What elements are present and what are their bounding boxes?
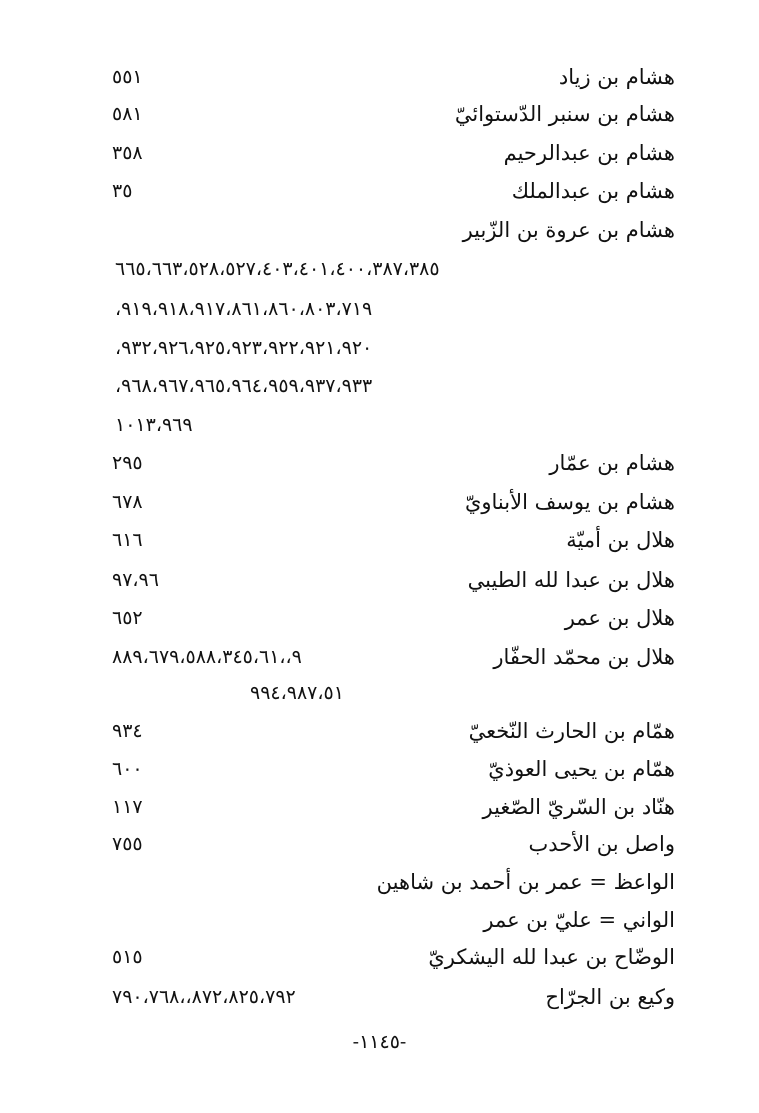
entry-name: هلال بن عمر xyxy=(564,606,675,630)
entry-pages: ٥٥١ xyxy=(112,66,143,88)
entry-pages-line: ٩٦٨،٩٦٧،٩٦٥،٩٦٤،٩٥٩،٩٣٧،٩٣٣، xyxy=(115,375,373,397)
entry-name: هشام بن عبدالملك xyxy=(511,179,675,203)
index-entry xyxy=(112,136,675,172)
entry-pages: ٦٧٨ xyxy=(112,491,143,513)
entry-name: هنّاد بن السّريّ الصّغير xyxy=(482,795,675,819)
index-entry xyxy=(112,827,675,863)
entry-pages-line: ١٠١٣،٩٦٩ xyxy=(115,414,193,436)
entry-name: همّام بن يحيى العوذيّ xyxy=(488,757,675,781)
index-entry xyxy=(112,940,675,976)
page-number: -١١٤٥- xyxy=(352,1031,407,1053)
entry-name: الوضّاح بن عبدا لله اليشكريّ xyxy=(428,945,675,969)
index-entry xyxy=(112,523,675,559)
entry-pages: ٣٥ xyxy=(112,180,133,202)
entry-pages: ٥١٥ xyxy=(112,946,143,968)
entry-name: هلال بن عبدا لله الطيبي xyxy=(467,568,675,592)
entry-pages-line: ٦٦٥،٦٦٣،٥٢٨،٥٢٧،٤٠٣،٤٠١،٤٠٠،٣٨٧،٣٨٥ xyxy=(115,258,440,280)
entry-pages: ٨٧٢،٨٢٥،٧٩٢،،٧٩٠،٧٦٨ xyxy=(112,986,296,1008)
entry-name: هشام بن عبدالرحيم xyxy=(503,141,675,165)
entry-pages: ٩٧،٩٦ xyxy=(112,569,159,591)
entry-pages-line: ٩٣٢،٩٢٦،٩٢٥،٩٢٣،٩٢٢،٩٢١،٩٢٠، xyxy=(115,337,373,359)
entry-pages: ٦٠٠ xyxy=(112,758,143,780)
entry-pages-line: ٩٩٤،٩٨٧،٥١ xyxy=(250,682,344,704)
entry-name: هشام بن يوسف الأبناويّ xyxy=(464,490,675,514)
index-entry xyxy=(112,601,675,637)
entry-pages: ٥٨١ xyxy=(112,103,143,125)
index-entry xyxy=(112,485,675,521)
entry-pages: ١١٧ xyxy=(112,796,143,818)
cross-reference: الواعظ = عمر بن أحمد بن شاهين xyxy=(376,870,675,894)
index-entry xyxy=(112,752,675,788)
index-entry xyxy=(112,640,675,676)
index-entry xyxy=(112,174,675,210)
cross-reference: الواني = عليّ بن عمر xyxy=(483,908,675,932)
entry-pages: ٩٣٤ xyxy=(112,720,143,742)
index-entry xyxy=(112,446,675,482)
entry-name: همّام بن الحارث النّخعيّ xyxy=(468,719,675,743)
index-entry xyxy=(112,790,675,826)
entry-name: هشام بن زياد xyxy=(558,65,675,89)
entry-name: واصل بن الأحدب xyxy=(528,832,675,856)
entry-pages: ٣٥٨ xyxy=(112,142,143,164)
entry-pages: ٩،،٨٨٩،٦٧٩،٥٨٨،٣٤٥،٦١ xyxy=(112,646,302,668)
entry-pages: ٧٥٥ xyxy=(112,833,143,855)
entry-name: هشام بن عمّار xyxy=(549,451,675,475)
index-entry xyxy=(112,563,675,599)
index-entry xyxy=(112,714,675,750)
index-entry xyxy=(112,980,675,1016)
entry-pages: ٦١٦ xyxy=(112,529,143,551)
index-entry xyxy=(112,97,675,133)
entry-pages: ٢٩٥ xyxy=(112,452,143,474)
entry-name: هشام بن سنبر الدّستوائيّ xyxy=(454,102,675,126)
entry-pages-line: ٩١٩،٩١٨،٩١٧،٨٦١،٨٦٠،٨٠٣،٧١٩، xyxy=(115,298,373,320)
entry-name: هلال بن أميّة xyxy=(566,528,675,552)
entry-name: وكيع بن الجرّاح xyxy=(545,985,675,1009)
entry-name: هلال بن محمّد الحفّار xyxy=(493,645,675,669)
entry-name: هشام بن عروة بن الزّبير xyxy=(462,218,675,242)
index-entry xyxy=(112,60,675,96)
entry-pages: ٦٥٢ xyxy=(112,607,143,629)
index-entry xyxy=(112,213,675,249)
